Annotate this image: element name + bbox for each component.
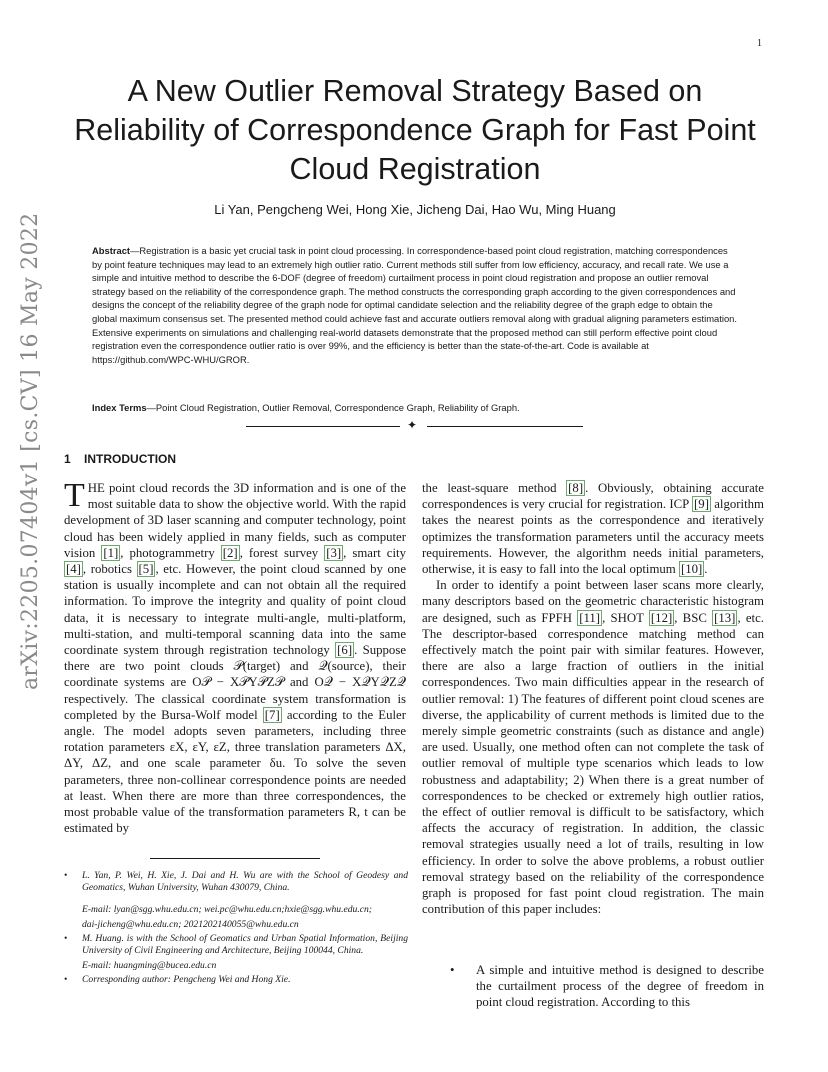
intro-paragraph-2 [422,577,764,917]
citation-link[interactable]: [12] [650,610,673,625]
index-terms-text: —Point Cloud Registration, Outlier Removal, Correspondence Graph, Reliability of Graph. [146,402,520,413]
bullet-icon: • [64,870,68,881]
citation-link[interactable]: [1] [103,545,119,560]
text-run: , SHOT [602,610,649,625]
page-number: 1 [757,38,762,49]
section-title: INTRODUCTION [84,452,177,466]
text-run: according to the Euler angle. The model adopts seven parameters, including three rotation parameters εX, εY, εZ, three translation parameters ΔX, ΔY, ΔZ, and one scale parameter δu. To solve the seven parameters, three non-collinear correspondence points are needed at least. When there are more than three correspondences, the most probable value of the transformation parameters R, t can be estimated by [64,707,406,836]
citation-link[interactable]: [8] [568,481,584,495]
text-run: the least-square method [422,481,567,495]
separator-line-left [246,426,400,427]
footnote-affiliation-2 [64,933,408,956]
index-terms [92,401,738,414]
footnote-text: Corresponding author: Pengcheng Wei and Hong Xie. [82,974,291,986]
abstract-text: —Registration is a basic yet crucial task in point cloud processing. In correspondence-based point cloud registration, matching correspondences by point feature techniques may lead to an extremely high outlier ratio. Current methods still suffer from low efficiency, accuracy, and recall rate. We use a simple and intuitive method to describe the 6-DOF (degree of freedom) curtailment process in point cloud registration and propose an outlier removal strategy based on the reliability of the correspondence graph. The method constructs the corresponding graph according to the given correspondences and designs the concept of the reliability degree of the graph node for optimal candidate selection and the reliability degree of the graph edge to obtain the global maximum consensus set. The presented method could achieve fast and accurate outliers removal along with gradual aligning parameters estimation. Extensive experiments on simulations and challenging real-world datasets demonstrate that the proposed method can still perform effective point cloud registration even the correspondence outlier ratio is over 99%, and the efficiency is better than the state-of-the-art. Code is available at https://github.com/WPC-WHU/GROR. [92,245,737,365]
text-run: , etc. However, the point cloud scanned by one station is usually incomplete and can not obtain all the required information. To improve the integrity and quality of point cloud data, it is necessary to integrate multi-angle, multi-platform, multi-station, and multi-temporal scanning data into the same coordinate system through registration technology [64,562,406,658]
text-run: HE point cloud records the 3D information and is one of the most suitable data to show the objective world. With the rapid development of 3D laser scanning and computer technology, point cloud has been widely applied in many fields, such as computer vision [64,481,406,560]
text-run: , robotics [82,562,137,577]
contribution-list [440,962,764,1011]
separator-line-right [427,426,583,427]
citation-link[interactable]: [2] [222,545,238,560]
footnote-email-1a: E-mail: lyan@sgg.whu.edu.cn; wei.pc@whu.edu.cn;hxie@sgg.whu.edu.cn; [82,904,372,916]
text-run: algorithm takes the nearest points as the correspondence and iteratively optimizes the transformation parameters until the accuracy meets requirements. However, the algorithm needs initial parameters, otherwise, it is easy to fall into the local optimum [422,497,764,577]
section-number: 1 [64,452,71,466]
text-run: . Obviously, obtaining accurate correspondences is very crucial for registration. ICP [422,481,764,512]
text-run: . Suppose there are two point clouds 𝒫(target) and 𝒬(source), their coordinate systems are O𝒫 − X𝒫Y𝒫Z𝒫 and O𝒬 − X𝒬Y𝒬Z𝒬 respectively. The classical coordinate system transformation is completed by the Bursa-Wolf model [64,643,406,722]
text-run: , photogrammetry [120,545,221,560]
citation-link[interactable]: [5] [138,562,154,577]
citation-link[interactable]: [6] [337,643,353,658]
paper-title: A New Outlier Removal Strategy Based on Reliability of Correspondence Graph for Fast Point Cloud Registration [74,74,756,186]
intro-paragraph-1-cont [422,480,764,577]
footnote-corresponding-author [64,974,408,986]
bullet-icon: • [64,974,68,986]
text-run: . [704,562,708,577]
index-terms-label: Index Terms [92,402,147,413]
arxiv-stamp: arXiv:2205.07404v1 [cs.CV] 16 May 2022 [18,212,43,690]
abstract-label: Abstract [92,245,131,256]
citation-link[interactable]: [13] [714,610,736,625]
abstract [92,244,738,366]
bullet-icon: • [64,933,68,945]
citation-link[interactable]: [9] [694,497,709,512]
text-run: , etc. The descriptor-based correspondence matching method can effectively match the point pair with similar features. However, there are also a large fraction of outliers in the initial correspondences. Two main difficulties appear in the research of outlier removal: 1) The features of different point cloud scenes are diverse, the applicability of current methods is limited due to the merely simple geometric constraints (such as distance and angle) are used. Usually, one method often can not complete the task of outlier removal of multiple type scenarios which leads to low robustness and adaptability; 2) When there is a great number of correspondences to be checked or extremely high outlier ratios, the effect of outlier removal is difficult to be satisfactory, which affects the accuracy of registration. In addition, the classic removal strategies usually need a lot of trails, resulting in low efficiency. In order to solve the above problems, a robust outlier removal strategy based on the reliability of the correspondence graph is proposed for fast point cloud registration. The main contribution of this paper includes: [422,610,764,917]
citation-link[interactable]: [10] [680,562,703,577]
drop-cap: T [64,477,85,514]
footnote-email-1b: dai-jicheng@whu.edu.cn; 2021202140055@whu.edu.cn [82,918,299,930]
text-run: , smart city [343,545,406,560]
footnote-email-2: E-mail: huangming@bucea.edu.cn [82,959,217,971]
section-heading-introduction [64,452,176,466]
citation-link[interactable]: [4] [66,562,81,577]
intro-paragraph-1 [64,477,406,836]
footnote-text: L. Yan, P. Wei, H. Xie, J. Dai and H. Wu are with the School of Geodesy and Geomatics, Wuhan University, Wuhan 430079, China. [82,870,408,893]
text-run: , BSC [674,610,713,625]
footnote-rule [150,858,320,859]
left-column [64,477,406,836]
right-column [422,480,764,917]
text-run: In order to identify a point between laser scans more clearly, many descriptors based on the geometric characteristic histogram are designed, such as FPFH [422,578,764,625]
footnotes [64,870,408,989]
text-run: , forest survey [239,545,325,560]
citation-link[interactable]: [7] [264,707,280,722]
separator-diamond-icon: ✦ [407,418,418,432]
citation-link[interactable]: [3] [326,545,342,560]
citation-link[interactable]: [11] [579,610,601,625]
footnote-text: M. Huang. is with the School of Geomatics and Urban Spatial Information, Beijing University of Civil Engineering and Architecture, Beijing 100044, China. [82,933,408,956]
author-list: Li Yan, Pengcheng Wei, Hong Xie, Jicheng Dai, Hao Wu, Ming Huang [214,202,616,217]
bullet-icon: • [450,963,455,977]
contribution-item [440,962,764,1011]
footnote-affiliation-1 [64,870,408,893]
contribution-text: A simple and intuitive method is designed to describe the curtailment process of the degree of freedom in point cloud registration. According to this [476,963,764,1010]
